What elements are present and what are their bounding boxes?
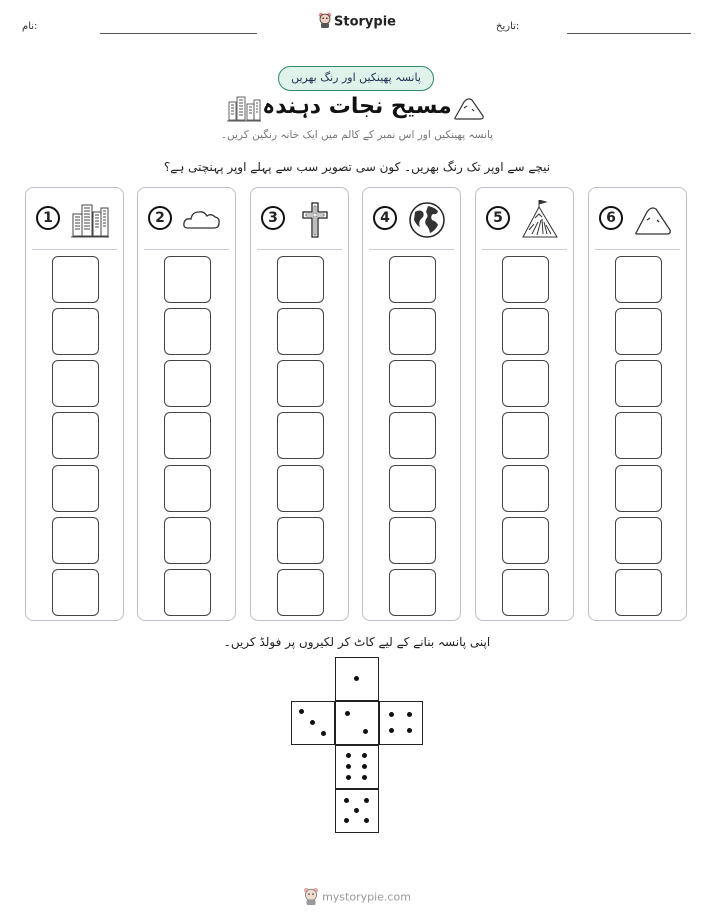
mountain-icon: [520, 200, 560, 240]
date-line: [567, 33, 691, 34]
column-number: 1: [36, 206, 60, 230]
name-line: [100, 33, 257, 34]
color-box[interactable]: [277, 256, 324, 303]
rock-title-icon: [452, 94, 486, 122]
color-box[interactable]: [52, 569, 99, 616]
globe-icon: [407, 200, 447, 240]
color-box[interactable]: [615, 308, 662, 355]
dice-pip: [321, 731, 326, 736]
dice-pip: [362, 775, 367, 780]
dice-pip: [362, 753, 367, 758]
dice-pip: [354, 808, 359, 813]
dice-pip: [364, 818, 369, 823]
color-box[interactable]: [615, 517, 662, 564]
color-box[interactable]: [389, 517, 436, 564]
column-number: 3: [261, 206, 285, 230]
dice-caption: اپنی پانسہ بنانے کے لیے کاٹ کر لکیروں پر فولڈ کریں۔: [223, 635, 491, 649]
color-box[interactable]: [277, 360, 324, 407]
dice-face-2: [335, 701, 379, 745]
dice-pip: [354, 676, 359, 681]
color-box[interactable]: [277, 569, 324, 616]
dice-pip: [346, 753, 351, 758]
dice-pip: [299, 709, 304, 714]
dice-pip: [310, 720, 315, 725]
dice-pip: [344, 818, 349, 823]
column-number: 6: [599, 206, 623, 230]
bear-logo-icon: [318, 12, 332, 32]
color-box[interactable]: [52, 465, 99, 512]
column-divider: [257, 249, 342, 250]
color-box[interactable]: [502, 569, 549, 616]
color-box[interactable]: [615, 360, 662, 407]
color-box[interactable]: [164, 308, 211, 355]
color-box[interactable]: [502, 360, 549, 407]
cross-icon: [295, 200, 335, 240]
color-box[interactable]: [52, 256, 99, 303]
color-box[interactable]: [164, 412, 211, 459]
dice-pip: [346, 775, 351, 780]
color-box[interactable]: [164, 360, 211, 407]
column-divider: [32, 249, 117, 250]
color-box[interactable]: [164, 465, 211, 512]
logo: [0, 12, 714, 32]
color-box[interactable]: [164, 569, 211, 616]
column-3: [250, 187, 349, 621]
city-icon: [70, 200, 110, 240]
color-box[interactable]: [502, 517, 549, 564]
dice-pip: [363, 729, 368, 734]
dice-pip: [344, 798, 349, 803]
dice-pip: [362, 764, 367, 769]
cloud-icon: [182, 200, 222, 240]
color-box[interactable]: [389, 412, 436, 459]
column-number: 4: [373, 206, 397, 230]
color-box[interactable]: [389, 569, 436, 616]
color-box[interactable]: [502, 256, 549, 303]
color-box[interactable]: [389, 465, 436, 512]
column-6: [588, 187, 687, 621]
column-number: 2: [148, 206, 172, 230]
dice-face-6: [335, 745, 379, 789]
color-box[interactable]: [52, 360, 99, 407]
color-box[interactable]: [615, 465, 662, 512]
game-tag: پانسہ پھینکیں اور رنگ بھریں: [278, 66, 434, 91]
color-box[interactable]: [615, 569, 662, 616]
page-title: مسیح نجات دہندہ: [262, 94, 452, 119]
color-box[interactable]: [389, 360, 436, 407]
logo-text: Storypie: [334, 14, 396, 30]
column-divider: [369, 249, 454, 250]
column-divider: [144, 249, 229, 250]
color-box[interactable]: [52, 517, 99, 564]
color-box[interactable]: [277, 412, 324, 459]
column-number: 5: [486, 206, 510, 230]
color-box[interactable]: [615, 412, 662, 459]
column-2: [137, 187, 236, 621]
rock-icon: [633, 200, 673, 240]
footer-bear-icon: [303, 887, 319, 908]
column-5: [475, 187, 574, 621]
color-box[interactable]: [502, 308, 549, 355]
dice-pip: [407, 728, 412, 733]
color-box[interactable]: [502, 465, 549, 512]
color-box[interactable]: [389, 256, 436, 303]
color-box[interactable]: [52, 308, 99, 355]
dice-pip: [389, 712, 394, 717]
footer-url: mystorypie.com: [322, 890, 411, 904]
color-box[interactable]: [52, 412, 99, 459]
instructions: پانسہ پھینکیں اور اس نمبر کے کالم میں ایک خانہ رنگین کریں۔: [220, 129, 494, 141]
footer: [0, 887, 714, 908]
color-box[interactable]: [277, 517, 324, 564]
column-1: [25, 187, 124, 621]
date-label: تاریخ:: [496, 21, 520, 32]
color-box[interactable]: [277, 308, 324, 355]
color-box[interactable]: [502, 412, 549, 459]
color-box[interactable]: [615, 256, 662, 303]
color-box[interactable]: [389, 308, 436, 355]
dice-face-5: [335, 789, 379, 833]
column-4: [362, 187, 461, 621]
question: نیچے سے اوپر تک رنگ بھریں۔ کون سی تصویر سب سے پہلے اوپر پہنچتی ہے؟: [163, 160, 551, 174]
dice-face-1: [335, 657, 379, 701]
color-box[interactable]: [164, 256, 211, 303]
column-divider: [595, 249, 680, 250]
dice-pip: [389, 728, 394, 733]
dice-pip: [407, 712, 412, 717]
dice-pip: [364, 798, 369, 803]
dice-face-3: [291, 701, 335, 745]
color-box[interactable]: [164, 517, 211, 564]
dice-pip: [346, 764, 351, 769]
dice-face-4: [379, 701, 423, 745]
name-label: نام:: [22, 21, 38, 32]
dice-pip: [345, 711, 350, 716]
column-divider: [482, 249, 567, 250]
color-box[interactable]: [277, 465, 324, 512]
